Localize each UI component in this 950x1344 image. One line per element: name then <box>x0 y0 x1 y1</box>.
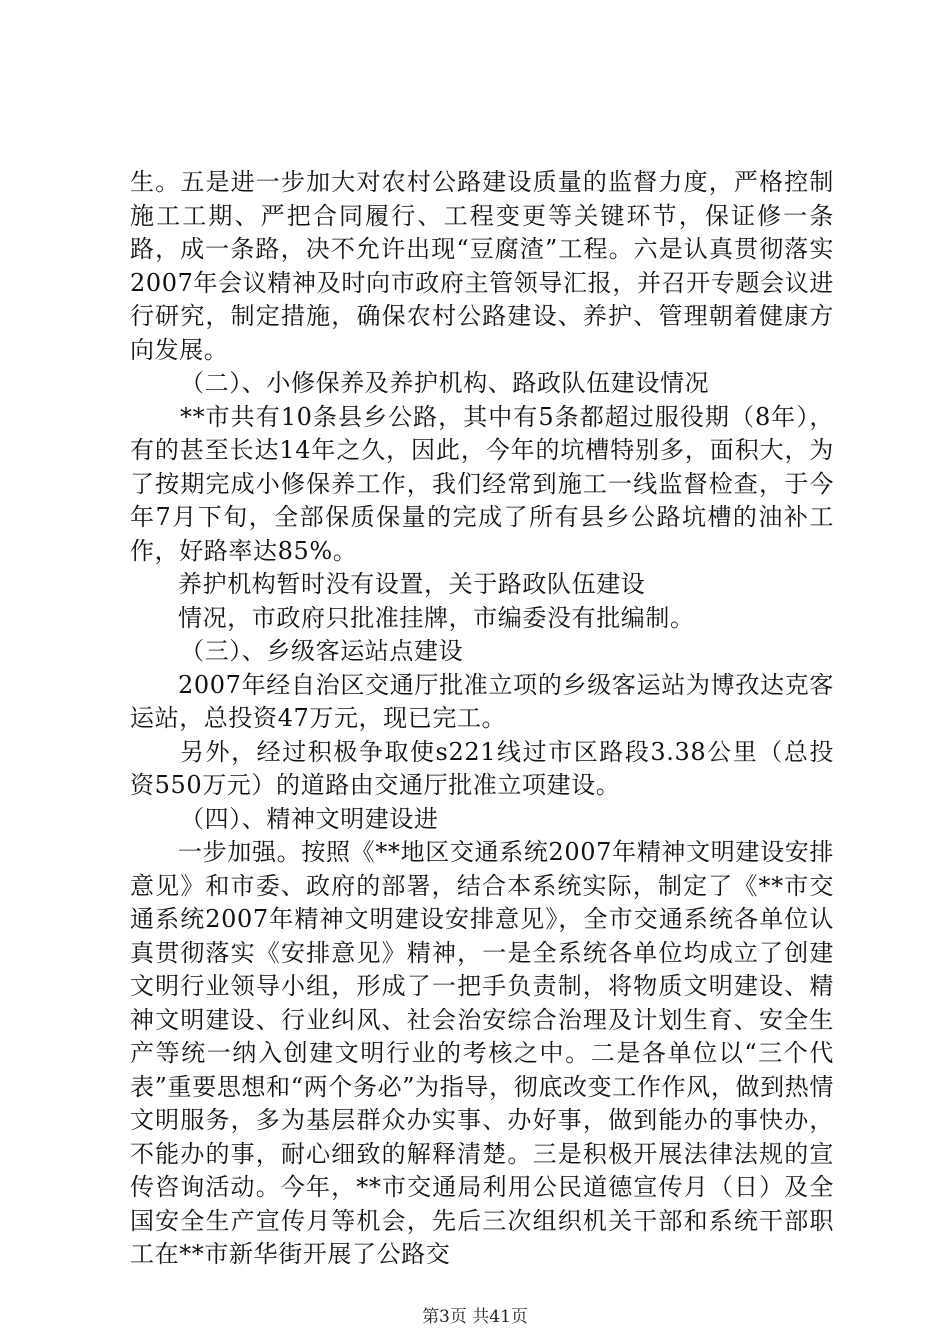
paragraph-bus-station: 2007年经自治区交通厅批准立项的乡级客运站为博孜达克客运站，总投资47万元，现已完工。 <box>130 670 834 732</box>
section-heading-4: （四）、精神文明建设进 <box>180 804 439 833</box>
page-footer: 第3页 共41页 <box>422 1307 528 1327</box>
paragraph-civilization: 一步加强。按照《**地区交通系统2007年精神文明建设安排意见》和市委、政府的部署，结合本系统实际，制定了《**市交通系统2007年精神文明建设安排意见》，全市交通系统各单位认真贯彻落实《安排意见》精神，一是全系统各单位均成立了创建文明行业领导小组，形成了一把手负责制，将物质文明建设、精神文明建设、行业纠风、社会治安综合治理及计划生育、安全生产等统一纳入创建文明行业的考核之中。二是各单位以“三个代表”重要思想和“两个务必”为指导，彻底改变工作作风，做到热情文明服务，多为基层群众办实事、办好事，做到能办的事快办，不能办的事，耐心细致的解释清楚。三是积极开展法律法规的宣传咨询活动。今年，**市交通局利用公民道德宣传月（日）及全国安全生产宣传月等机会，先后三次组织机关干部和系统干部职工在**市新华街开展了公路交 <box>130 838 834 1268</box>
section-heading-3: （三）、乡级客运站点建设 <box>180 637 464 665</box>
document-body <box>130 166 834 1272</box>
paragraph-maintenance-org: 养护机构暂时没有设置，关于路政队伍建设 <box>178 570 646 598</box>
section-heading-2: （二）、小修保养及养护机构、路政队伍建设情况 <box>180 369 710 397</box>
paragraph-road-maintenance: **市共有10条县乡公路，其中有5条都超过服役期（8年），有的甚至长达14年之久，因此，今年的坑槽特别多，面积大，为了按期完成小修保养工作，我们经常到施工一线监督检查，于今年7月下旬，全部保质保量的完成了所有县乡公路坑槽的油补工作，好路率达85%。 <box>130 402 834 565</box>
paragraph-road-admin: 情况，市政府只批准挂牌，市编委没有批编制。 <box>178 603 695 632</box>
paragraph-continuation: 生。五是进一步加大对农村公路建设质量的监督力度，严格控制施工工期、严把合同履行、工程变更等关键环节，保证修一条路，成一条路，决不允许出现“豆腐渣”工程。六是认真贯彻落实2007年会议精神及时向市政府主管领导汇报，并召开专题会议进行研究，制定措施，确保农村公路建设、养护、管理朝着健康方向发展。 <box>130 168 834 364</box>
paragraph-s221: 另外，经过积极争取使s221线过市区路段3.38公里（总投资550万元）的道路由交通厅批准立项建设。 <box>130 737 834 799</box>
